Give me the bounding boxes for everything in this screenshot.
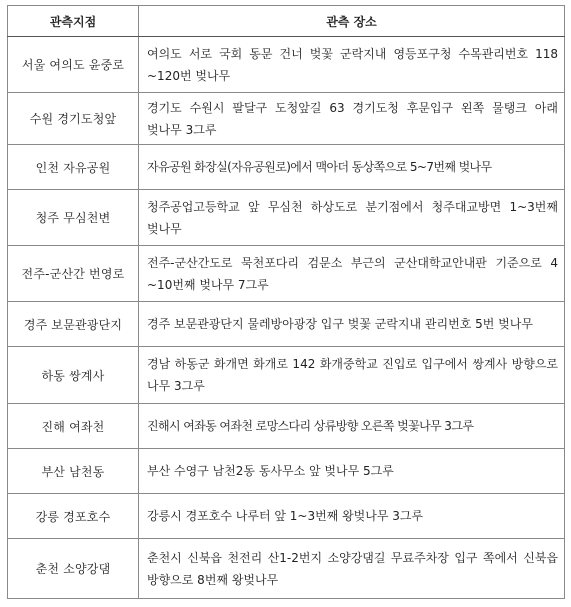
- table-row: [8, 37, 565, 93]
- observation-point: 춘천 소양강댐: [8, 539, 139, 599]
- observation-place: 자유공원 화장실(자유공원로)에서 맥아더 동상쪽으로 5~7번째 벚나무: [139, 145, 565, 190]
- table-row: [8, 494, 565, 539]
- observation-place: 청주공업고등학교 앞 무심천 하상도로 분기점에서 청주대교방면 1~3번째 벚나무: [139, 190, 565, 246]
- observation-place: 전주-군산간도로 묵천포다리 검문소 부근의 군산대학교안내판 기준으로 4 ~10번째 벚나무 7그루: [139, 246, 565, 302]
- observation-place: 여의도 서로 국회 동문 건너 벚꽃 군락지내 영등포구청 수목관리번호 118 ~120번 벚나무: [139, 37, 565, 93]
- observation-place: 춘천시 신북읍 천전리 산1-2번지 소양강댐길 무료주차장 입구 쪽에서 신북읍 방향으로 8번째 왕벚나무: [139, 539, 565, 599]
- table-row: [8, 93, 565, 145]
- observation-point: 경주 보문관광단지: [8, 302, 139, 347]
- observation-point: 진해 여좌천: [8, 404, 139, 449]
- header-observation-point: 관측지점: [8, 6, 139, 37]
- observation-place: 강릉시 경포호수 나루터 앞 1~3번째 왕벚나무 3그루: [139, 494, 565, 539]
- header-observation-place: 관측 장소: [139, 6, 565, 37]
- observation-sites-table: [7, 5, 565, 599]
- table-row: [8, 539, 565, 599]
- observation-place: 경주 보문관광단지 물레방아광장 입구 벚꽃 군락지내 관리번호 5번 벚나무: [139, 302, 565, 347]
- observation-place: 부산 수영구 남천2동 동사무소 앞 벚나무 5그루: [139, 449, 565, 494]
- observation-point: 청주 무심천변: [8, 190, 139, 246]
- observation-place: 경기도 수원시 팔달구 도청앞길 63 경기도청 후문입구 왼쪽 물탱크 아래 벚나무 3그루: [139, 93, 565, 145]
- table-row: [8, 190, 565, 246]
- table-row: [8, 246, 565, 302]
- table-row: [8, 404, 565, 449]
- observation-point: 수원 경기도청앞: [8, 93, 139, 145]
- observation-point: 부산 남천동: [8, 449, 139, 494]
- observation-point: 하동 쌍계사: [8, 347, 139, 404]
- observation-place: 진해시 여좌동 여좌천 로망스다리 상류방향 오른쪽 벚꽃나무 3그루: [139, 404, 565, 449]
- observation-point: 서울 여의도 윤중로: [8, 37, 139, 93]
- observation-point: 전주-군산간 번영로: [8, 246, 139, 302]
- table-row: [8, 449, 565, 494]
- table-header-row: [8, 6, 565, 37]
- table-row: [8, 302, 565, 347]
- observation-point: 인천 자유공원: [8, 145, 139, 190]
- observation-point: 강릉 경포호수: [8, 494, 139, 539]
- table-row: [8, 347, 565, 404]
- observation-place: 경남 하동군 화개면 화개로 142 화개중학교 진입로 입구에서 쌍계사 방향으로 나무 3그루: [139, 347, 565, 404]
- table-row: [8, 145, 565, 190]
